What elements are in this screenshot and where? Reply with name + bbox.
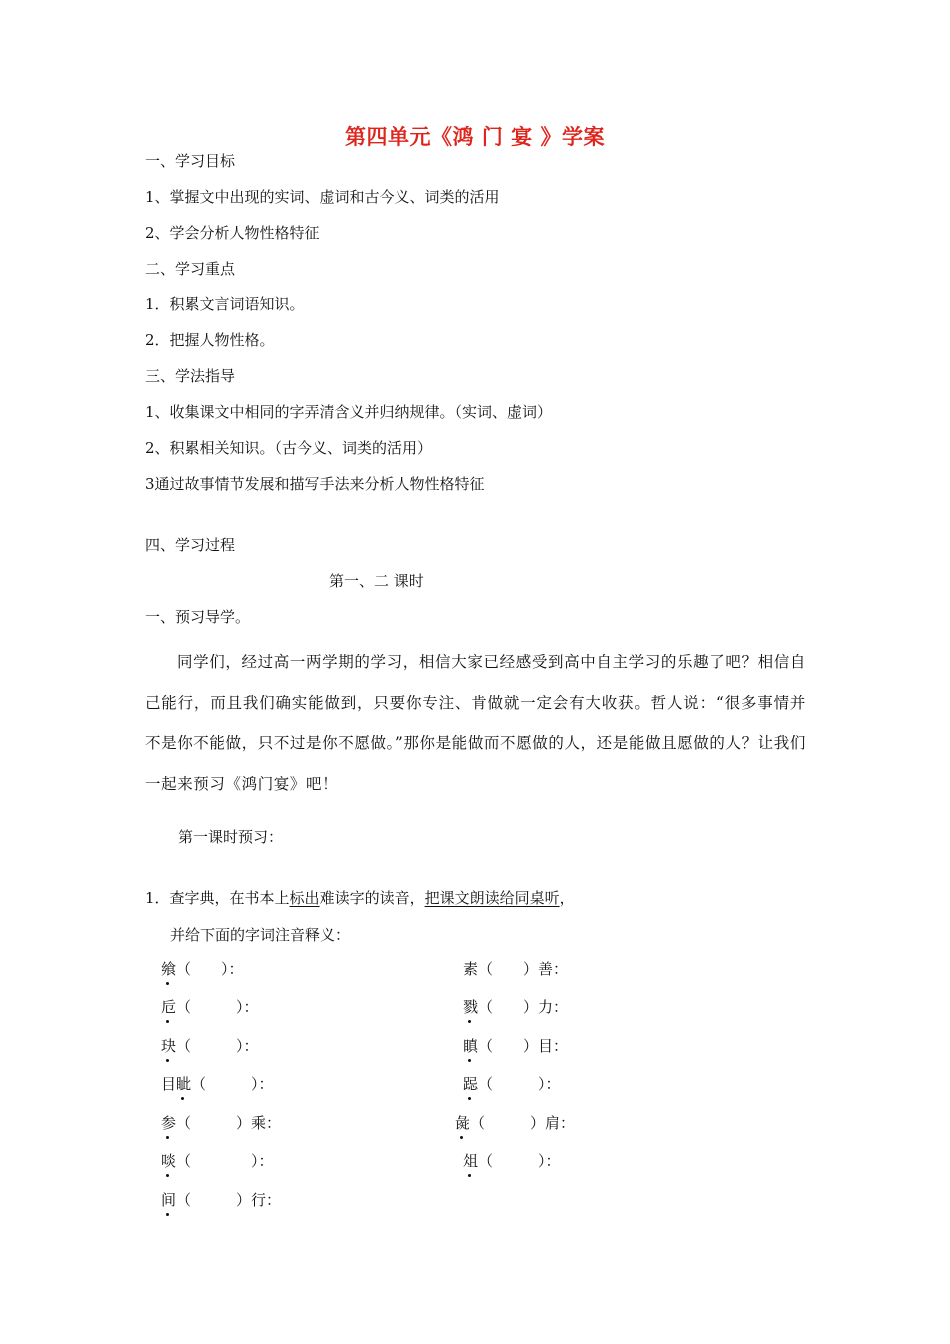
vocab-left-item: [161, 962, 244, 977]
vocab-blank: （ ）乘：: [176, 1114, 282, 1132]
vocab-blank: （ ）行：: [176, 1191, 282, 1209]
vocab-char: 卮: [161, 1000, 176, 1015]
task-underline-mark: 标出: [289, 889, 320, 907]
goal-item-1: 1、掌握文中出现的实词、虚词和古今义、词类的活用: [145, 188, 500, 206]
task-prefix: 1．查字典，在书本上: [145, 889, 290, 907]
method-item-3: 3通过故事情节发展和描写手法来分析人物性格特征: [145, 475, 485, 493]
task-instruction: [145, 891, 575, 906]
vocab-right-item: [463, 962, 568, 977]
page-title: 第四单元《鸿 门 宴 》学案: [345, 124, 605, 149]
key-item-2: 2．把握人物性格。: [145, 331, 275, 349]
emphasis-dot-icon: [468, 1059, 471, 1062]
key-item-1: 1．积累文言词语知识。: [145, 295, 305, 313]
process-heading: 四、学习过程: [145, 536, 236, 554]
task-underline-read: 把课文朗读给同桌听: [424, 889, 560, 907]
vocab-blank: （ ）：: [176, 1152, 274, 1170]
preview-heading: 一、预习导学。: [145, 608, 251, 626]
vocab-left-item: [161, 1039, 259, 1054]
goals-heading: 一、学习目标: [145, 152, 236, 170]
emphasis-dot-icon: [166, 982, 169, 985]
vocab-blank: （ ）：: [176, 998, 259, 1016]
task-middle: 难读字的读音，: [319, 889, 425, 907]
method-item-2: 2、积累相关知识。（古今义、词类的活用）: [145, 439, 433, 457]
method-heading: 三、学法指导: [145, 367, 236, 385]
vocab-blank: （ ）目：: [478, 1037, 569, 1055]
vocab-char: 素: [463, 960, 479, 978]
vocab-left-item: [161, 1000, 259, 1015]
emphasis-dot-icon: [166, 1213, 169, 1216]
vocab-left-item: [161, 1077, 274, 1092]
vocab-blank: （ ）善：: [478, 960, 569, 978]
first-lesson-preview: 第一课时预习：: [178, 828, 284, 846]
vocab-char: 瞋: [463, 1039, 478, 1054]
emphasis-dot-icon: [460, 1136, 463, 1139]
emphasis-dot-icon: [468, 1020, 471, 1023]
emphasis-dot-icon: [181, 1097, 184, 1100]
vocab-char: 彘: [455, 1116, 470, 1131]
vocab-char: 啖: [161, 1154, 176, 1169]
vocab-blank: （ ）：: [478, 1075, 561, 1093]
emphasis-dot-icon: [166, 1174, 169, 1177]
emphasis-dot-icon: [468, 1097, 471, 1100]
vocab-right-item: [463, 1039, 568, 1054]
vocab-left-item: [161, 1193, 281, 1208]
vocab-char: 参: [161, 1116, 176, 1131]
goal-item-2: 2、学会分析人物性格特征: [145, 224, 320, 242]
vocab-left-item: [161, 1116, 281, 1131]
task-instruction-line2: 并给下面的字词注音释义：: [170, 926, 351, 944]
vocab-right-item: [463, 1077, 561, 1092]
emphasis-dot-icon: [166, 1020, 169, 1023]
vocab-right-item: [455, 1116, 575, 1131]
emphasis-dot-icon: [166, 1059, 169, 1062]
vocab-char: 戮: [463, 1000, 478, 1015]
vocab-left-item: [161, 1154, 274, 1169]
vocab-blank: （ ）：: [176, 1037, 259, 1055]
vocab-char: 俎: [463, 1154, 478, 1169]
emphasis-dot-icon: [166, 1136, 169, 1139]
vocab-char: 跽: [463, 1077, 478, 1092]
key-heading: 二、学习重点: [145, 260, 236, 278]
vocab-blank: （ ）肩：: [470, 1114, 576, 1132]
vocab-right-item: [463, 1154, 561, 1169]
vocab-blank: （ ）力：: [478, 998, 569, 1016]
vocab-right-item: [463, 1000, 568, 1015]
task-suffix: ，: [559, 889, 575, 907]
vocab-blank: （ ）：: [478, 1152, 561, 1170]
vocab-blank: （ ）：: [191, 1075, 274, 1093]
emphasis-dot-icon: [468, 1174, 471, 1177]
intro-paragraph: 同学们，经过高一两学期的学习，相信大家已经感受到高中自主学习的乐趣了吧？相信自己能行，而且我们确实能做到，只要你专注、肯做就一定会有大收获。哲人说：“很多事情并不是你不能做，只不过是你不愿做。”那你是能做而不愿做的人，还是能做且愿做的人？让我们一起来预习《鸿门宴》吧！: [145, 653, 806, 793]
method-item-1: 1、收集课文中相同的字弄清含义并归纳规律。（实词、虚词）: [145, 403, 553, 421]
vocab-char: 玦: [161, 1039, 176, 1054]
vocab-char: 间: [161, 1193, 176, 1208]
lesson-heading: 第一、二 课时: [329, 572, 424, 590]
vocab-blank: （ ）：: [176, 960, 244, 978]
vocab-char: 飨: [161, 962, 176, 977]
vocab-char: 目眦: [161, 1077, 191, 1092]
